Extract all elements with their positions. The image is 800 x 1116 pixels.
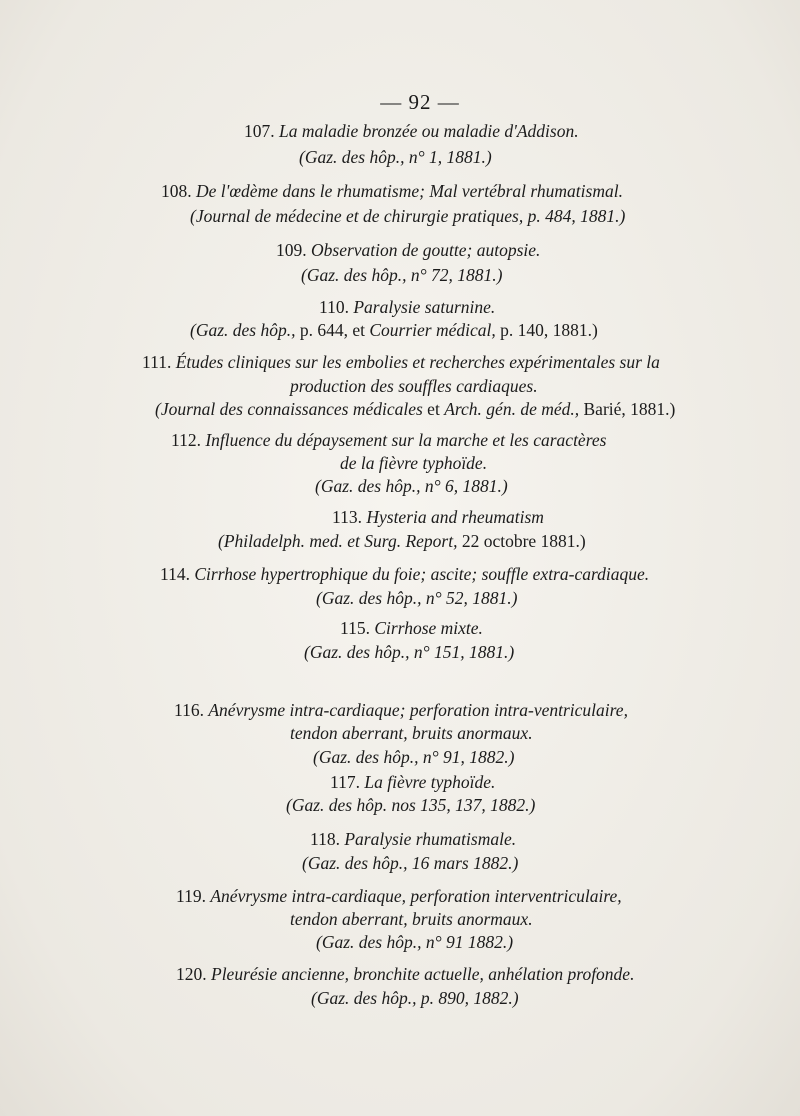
entry-119-source: (Gaz. des hôp., n° 91 1882.) — [316, 932, 514, 952]
entry-117-source: (Gaz. des hôp. nos 135, 137, 1882.) — [286, 795, 536, 815]
entry-119-title: 119. Anévrysme intra-cardiaque, perforation interventriculaire, — [176, 886, 622, 906]
entry-116-title-cont: tendon aberrant, bruits anormaux. — [290, 723, 533, 743]
entry-116-source: (Gaz. des hôp., n° 91, 1882.) — [313, 747, 515, 767]
entry-113-title: 113. Hysteria and rheumatism — [332, 507, 544, 527]
entry-114-source: (Gaz. des hôp., n° 52, 1881.) — [316, 588, 518, 608]
entry-108-title: 108. De l'œdème dans le rhumatisme; Mal vertébral rhumatismal. — [161, 181, 623, 201]
entry-110-title: 110. Paralysie saturnine. — [319, 297, 496, 317]
entry-118-source: (Gaz. des hôp., 16 mars 1882.) — [302, 853, 519, 873]
entry-109-title: 109. Observation de goutte; autopsie. — [276, 240, 541, 260]
entry-117-title: 117. La fièvre typhoïde. — [330, 772, 496, 792]
entry-119-title-cont: tendon aberrant, bruits anormaux. — [290, 909, 533, 929]
entry-113-source: (Philadelph. med. et Surg. Report, 22 octobre 1881.) — [218, 531, 586, 551]
entry-120-title: 120. Pleurésie ancienne, bronchite actuelle, anhélation profonde. — [176, 964, 635, 984]
entry-115-title: 115. Cirrhose mixte. — [340, 618, 483, 638]
entry-111-title: 111. Études cliniques sur les embolies et recherches expérimentales sur la — [142, 352, 660, 372]
entry-112-title-cont: de la fièvre typhoïde. — [340, 453, 488, 473]
entry-120-source: (Gaz. des hôp., p. 890, 1882.) — [311, 988, 519, 1008]
entry-111-source: (Journal des connaissances médicales et Arch. gén. de méd., Barié, 1881.) — [155, 399, 676, 419]
entry-109-source: (Gaz. des hôp., n° 72, 1881.) — [301, 265, 503, 285]
entry-112-title: 112. Influence du dépaysement sur la marche et les caractères — [171, 430, 607, 450]
entry-116-title: 116. Anévrysme intra-cardiaque; perforation intra-ventriculaire, — [174, 700, 628, 720]
entry-110-source: (Gaz. des hôp., p. 644, et Courrier médical, p. 140, 1881.) — [190, 320, 598, 340]
entry-115-source: (Gaz. des hôp., n° 151, 1881.) — [304, 642, 515, 662]
page-number: — 92 — — [380, 90, 460, 114]
entry-114-title: 114. Cirrhose hypertrophique du foie; ascite; souffle extra-cardiaque. — [160, 564, 650, 584]
entry-118-title: 118. Paralysie rhumatismale. — [310, 829, 517, 849]
entry-111-title-cont: production des souffles cardiaques. — [290, 376, 538, 396]
entry-108-source: (Journal de médecine et de chirurgie pratiques, p. 484, 1881.) — [190, 206, 626, 226]
entry-107-title: 107. La maladie bronzée ou maladie d'Addison. — [244, 121, 579, 141]
entry-107-source: (Gaz. des hôp., n° 1, 1881.) — [299, 147, 492, 167]
entry-112-source: (Gaz. des hôp., n° 6, 1881.) — [315, 476, 508, 496]
